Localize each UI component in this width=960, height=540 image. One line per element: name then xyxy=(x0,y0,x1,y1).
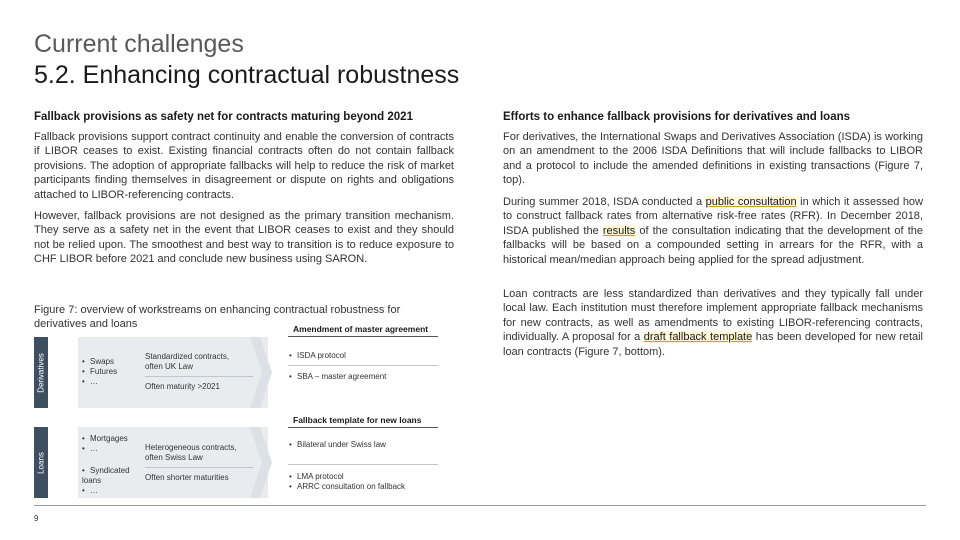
page-number: 9 xyxy=(34,514,39,523)
list-item: • ISDA protocol xyxy=(289,351,439,361)
left-paragraph-1: Fallback provisions support contract continuity and enable the conversion of contracts if LIBOR ceases to exist. Existing financial contracts often do not contain fallback provisions. The adoption of appropriate fallbacks will help to reduce the risk of market participants finding themselves in disagreement or dispute on rights and obligations attached to LIBOR-referencing contracts. xyxy=(34,131,454,201)
chevron-right-icon xyxy=(250,427,272,498)
right-paragraph-2 xyxy=(503,195,923,267)
list-item: • … xyxy=(82,486,140,496)
loans-instruments-b xyxy=(82,466,140,496)
divider xyxy=(288,365,438,366)
list-item: • LMA protocol xyxy=(289,472,439,482)
paragraph-text: in which it assessed how to construct fallback rates from alternative risk-free rates (RFR). In December 2018, ISDA published the xyxy=(503,196,923,237)
derivatives-description-2: Often maturity >2021 xyxy=(145,382,220,391)
paragraph-text: has been developed for new retail loan contracts (Figure 7, bottom). xyxy=(503,331,924,358)
divider xyxy=(288,427,438,428)
loans-description-1: Heterogeneous contracts, often Swiss Law xyxy=(145,443,237,462)
derivatives-action-2 xyxy=(289,372,439,382)
paragraph-text: Loan contracts are less standardized than derivatives and they typically fall under local law. Each institution must therefore implement appropriate fallback mechanisms for new contracts, as well as amendments to existing LIBOR-referencing contracts, individually. A proposal for a xyxy=(503,288,923,344)
list-item: • ARRC consultation on fallback xyxy=(289,482,439,492)
public-consultation-link[interactable]: public consultation xyxy=(705,196,797,208)
loans-description-2: Often shorter maturities xyxy=(145,473,229,482)
derivatives-action-1 xyxy=(289,351,439,361)
list-item: • Futures xyxy=(82,367,140,377)
loans-label: Loans xyxy=(36,451,46,474)
derivatives-heading: Amendment of master agreement xyxy=(293,324,429,334)
paragraph-text: During summer 2018, ISDA conducted a xyxy=(503,196,706,208)
left-paragraph-2: However, fallback provisions are not designed as the primary transition mechanism. They serve as a safety net in the event that LIBOR ceases to exist and they should not be relied upon. The smoothest and best way to transition is to reduce exposure to CHF LIBOR before 2021 and conclude new business using SARON. xyxy=(34,210,454,266)
derivatives-side-bar xyxy=(34,337,48,408)
divider xyxy=(288,336,438,337)
list-item: • … xyxy=(82,377,140,387)
loans-heading: Fallback template for new loans xyxy=(293,415,422,425)
loans-action-a xyxy=(289,440,439,450)
page-title: 5.2. Enhancing contractual robustness xyxy=(34,61,460,89)
list-item: • SBA – master agreement xyxy=(289,372,439,382)
derivatives-description-1: Standardized contracts, often UK Law xyxy=(145,352,230,371)
derivatives-label: Derivatives xyxy=(36,352,46,393)
loans-instruments-a xyxy=(82,434,140,454)
list-item: • Mortgages xyxy=(82,434,140,444)
divider xyxy=(288,464,438,465)
draft-fallback-template-link[interactable]: draft fallback template xyxy=(643,331,753,344)
right-paragraph-3 xyxy=(503,287,923,359)
left-column-heading: Fallback provisions as safety net for contracts maturing beyond 2021 xyxy=(34,111,413,123)
right-column-heading: Efforts to enhance fallback provisions for derivatives and loans xyxy=(503,111,851,123)
footer-divider xyxy=(34,505,926,506)
right-paragraph-1: For derivatives, the International Swaps and Derivatives Association (ISDA) is working on an amendment to the 2006 ISDA Definitions that will include fallbacks to LIBOR and a protocol to include the amended definitions in existing transactions (Figure 7, top). xyxy=(503,131,923,187)
figure-caption: Figure 7: overview of workstreams on enhancing contractual robustness for derivatives and loans xyxy=(34,304,401,331)
paragraph-text: of the consultation indicating that the development of the fallbacks will be based on a compounded setting in arrears for the RFR, with a historical mean/median approach being applied for the spread adjustment. xyxy=(503,224,924,266)
loans-side-bar xyxy=(34,427,48,498)
list-item: • … xyxy=(82,444,140,454)
divider xyxy=(145,376,253,377)
list-item: • Syndicated loans xyxy=(82,466,140,486)
list-item: • Bilateral under Swiss law xyxy=(289,440,439,450)
derivatives-instruments xyxy=(82,357,140,387)
loans-action-b xyxy=(289,472,439,492)
results-link[interactable]: results xyxy=(602,224,636,237)
chevron-right-icon xyxy=(250,337,272,408)
divider xyxy=(145,467,253,468)
list-item: • Swaps xyxy=(82,357,140,367)
section-title: Current challenges xyxy=(34,30,244,58)
